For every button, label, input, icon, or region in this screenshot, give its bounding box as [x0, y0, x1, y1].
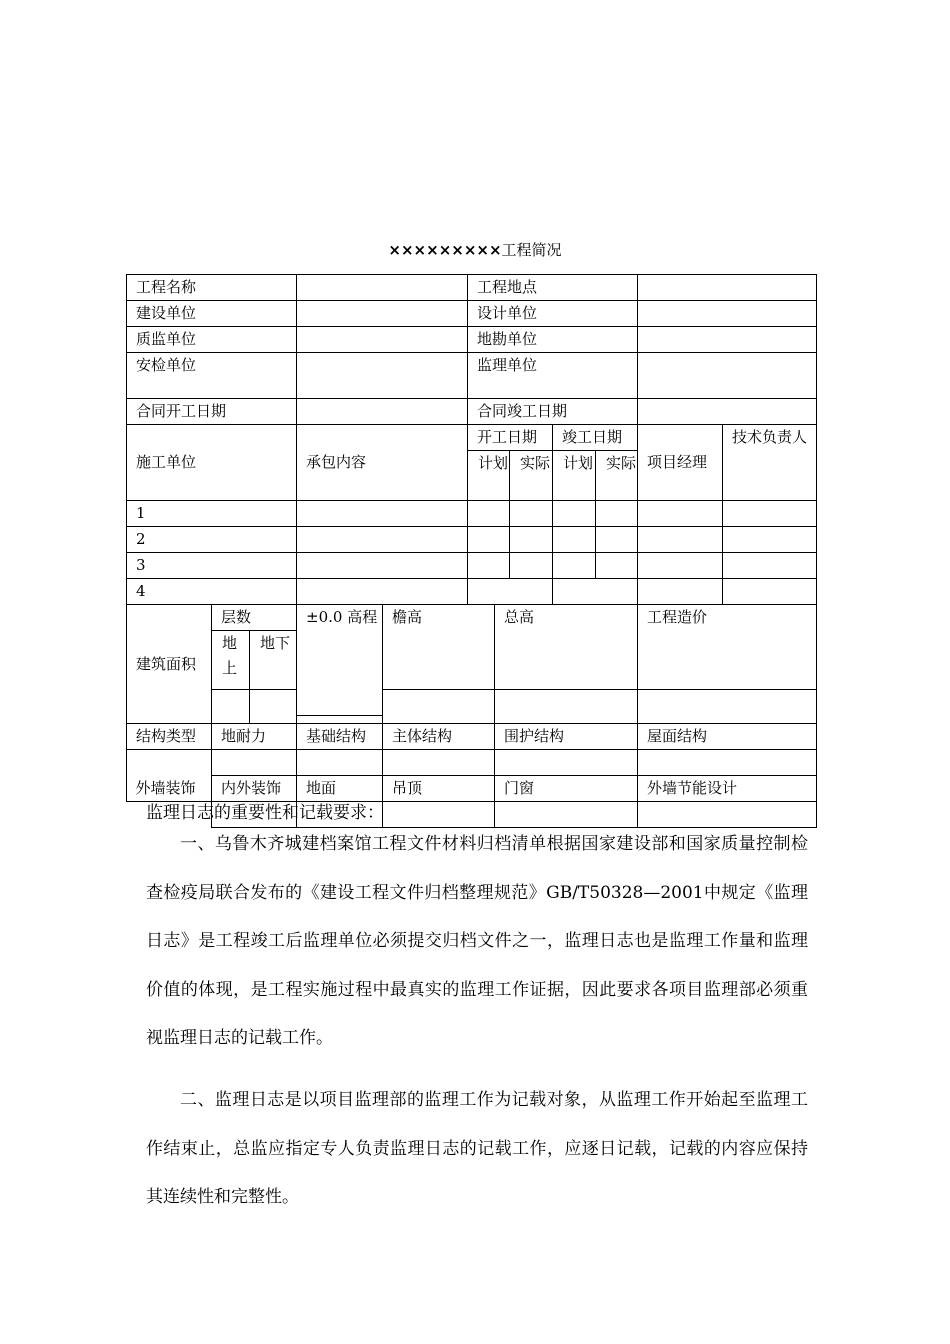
label-contract-end: 合同竣工日期 [468, 399, 638, 425]
value-contract-end [638, 399, 817, 425]
title-text: 工程简况 [501, 241, 562, 259]
paragraph-text: 一、乌鲁木齐城建档案馆工程文件材料归档清单根据国家建设部和国家质量控制检查检疫局联合发布的《建设工程文件归档整理规范》GB/T50328—2001中规定《监理日志》是工程竣工后监理单位必须提交归档文件之一，监理日志也是监理工作量和监理价值的体现，是工程实施过程中最真实的监理工作证据，因此要求各项目监理部必须重视监理日志的记载工作。 [146, 834, 808, 1048]
row-number: 3 [127, 553, 297, 579]
title-marks: ××××××××× [388, 241, 502, 259]
row-number: 4 [127, 579, 297, 605]
value-design-unit [638, 301, 817, 327]
label-builder: 施工单位 [127, 425, 297, 501]
label-elevation: ±0.0 高程 [297, 605, 383, 716]
label-eave-height: 檐高 [383, 605, 495, 690]
value-project-name [297, 275, 468, 301]
label-project-name: 工程名称 [127, 275, 297, 301]
notes-paragraph-2 [146, 1076, 808, 1222]
label-cost: 工程造价 [638, 605, 817, 690]
label-roof: 屋面结构 [638, 724, 817, 750]
label-structure-type: 结构类型 [127, 724, 212, 750]
label-below-ground: 地下 [250, 631, 297, 690]
value-safety-unit [297, 353, 468, 399]
building-info-table [126, 604, 817, 828]
label-survey-unit: 地勘单位 [468, 327, 638, 353]
label-bearing: 地耐力 [212, 724, 297, 750]
project-brief-table [126, 274, 817, 605]
label-interior-finish: 内外装饰 [212, 776, 297, 802]
value-contract-start [297, 399, 468, 425]
label-doors-windows: 门窗 [495, 776, 638, 802]
label-contract-start: 合同开工日期 [127, 399, 297, 425]
label-total-height: 总高 [495, 605, 638, 690]
label-floors: 层数 [212, 605, 297, 631]
label-exterior-finish: 外墙装饰 [135, 779, 196, 797]
label-supervision-unit: 监理单位 [468, 353, 638, 399]
paragraph-text: 二、监理日志是以项目监理部的监理工作为记载对象，从监理工作开始起至监理工作结束止，总监应指定专人负责监理日志的记载工作，应逐日记载，记载的内容应保持其连续性和完整性。 [146, 1090, 808, 1207]
label-safety-unit: 安检单位 [127, 353, 297, 399]
label-floor: 地面 [297, 776, 383, 802]
value-project-location [638, 275, 817, 301]
row-number: 1 [127, 501, 297, 527]
label-manager: 项目经理 [638, 425, 723, 501]
label-construction-unit: 建设单位 [127, 301, 297, 327]
value-construction-unit [297, 301, 468, 327]
label-start-date: 开工日期 [468, 425, 553, 451]
value-quality-unit [297, 327, 468, 353]
label-end-date: 竣工日期 [553, 425, 638, 451]
value-supervision-unit [638, 353, 817, 399]
label-above-ground: 地上 [212, 631, 250, 690]
notes-heading: 监理日志的重要性和记载要求： [146, 803, 384, 823]
label-foundation: 基础结构 [297, 724, 383, 750]
label-start-plan: 计划 [468, 451, 510, 501]
label-project-location: 工程地点 [468, 275, 638, 301]
label-ceiling: 吊顶 [383, 776, 495, 802]
label-tech-lead: 技术负责人 [723, 425, 817, 501]
label-building-area: 建筑面积 [127, 605, 212, 724]
label-end-plan: 计划 [553, 451, 596, 501]
table-title [0, 240, 950, 260]
value-survey-unit [638, 327, 817, 353]
row-number: 2 [127, 527, 297, 553]
label-energy-design: 外墙节能设计 [638, 776, 817, 802]
label-main-structure: 主体结构 [383, 724, 495, 750]
label-quality-unit: 质监单位 [127, 327, 297, 353]
label-design-unit: 设计单位 [468, 301, 638, 327]
label-contract-scope: 承包内容 [297, 425, 468, 501]
label-end-actual: 实际 [596, 451, 638, 501]
label-enclosure: 围护结构 [495, 724, 638, 750]
notes-paragraph-1 [146, 820, 808, 1063]
label-start-actual: 实际 [510, 451, 553, 501]
